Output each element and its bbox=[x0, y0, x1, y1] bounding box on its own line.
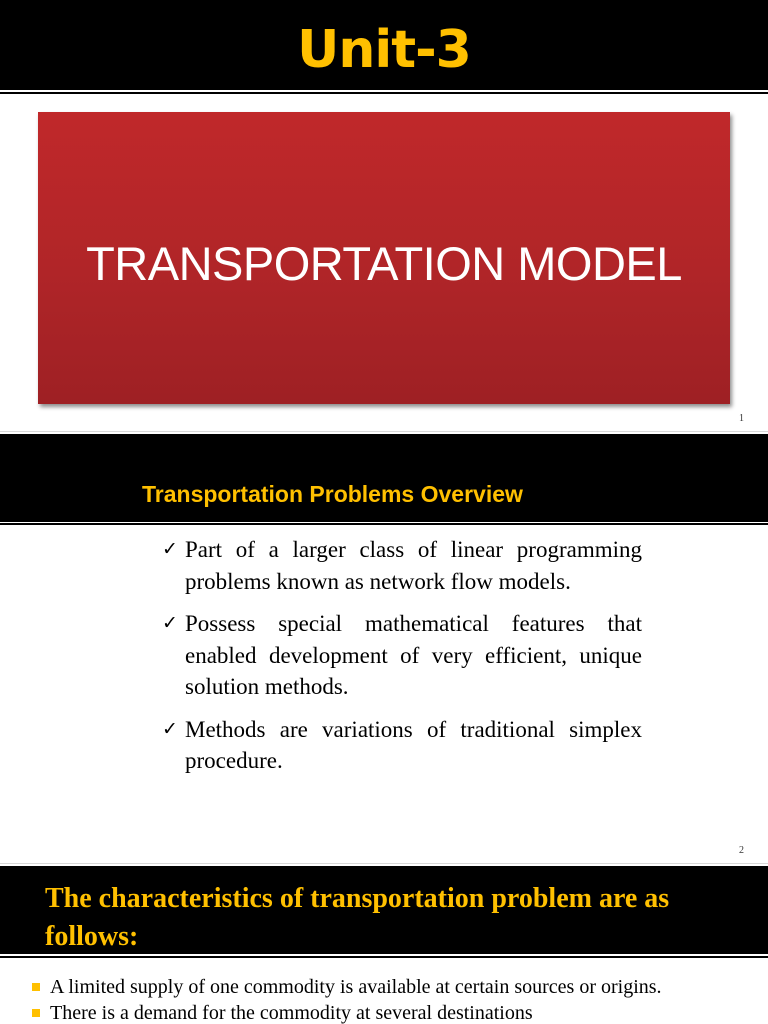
bullet-list bbox=[30, 974, 760, 1024]
list-item bbox=[30, 974, 760, 1000]
page-number: 1 bbox=[739, 413, 744, 424]
header-divider bbox=[0, 92, 768, 94]
slide-header-bar bbox=[0, 434, 768, 522]
slide-title: Transportation Problems Overview bbox=[142, 481, 523, 507]
slide-title: The characteristics of transportation problem are as follows: bbox=[45, 883, 670, 952]
slide-2 bbox=[0, 432, 768, 864]
header-divider bbox=[0, 956, 768, 958]
square-bullet-icon bbox=[32, 983, 40, 991]
checkmark-icon: ✓ bbox=[162, 612, 178, 634]
title-banner bbox=[38, 112, 730, 404]
checkmark-icon: ✓ bbox=[162, 538, 178, 560]
slide-title: Unit-3 bbox=[297, 20, 471, 80]
square-bullet-icon bbox=[32, 1009, 40, 1017]
list-item bbox=[162, 714, 642, 777]
list-item-text: Methods are variations of traditional simplex procedure. bbox=[185, 716, 642, 773]
list-item-text: A limited supply of one commodity is available at certain sources or origins. bbox=[50, 976, 662, 998]
list-item-text: Part of a larger class of linear programming problems known as network flow models. bbox=[185, 537, 642, 594]
checkmark-icon: ✓ bbox=[162, 717, 178, 740]
list-item bbox=[30, 1000, 760, 1024]
list-item-text: There is a demand for the commodity at several destinations bbox=[50, 1002, 533, 1024]
header-divider bbox=[0, 523, 768, 525]
list-item bbox=[162, 534, 642, 597]
bullet-list bbox=[162, 534, 642, 788]
slide-1 bbox=[0, 0, 768, 432]
page-number: 2 bbox=[739, 845, 744, 856]
slide-3 bbox=[0, 864, 768, 1024]
list-item bbox=[162, 608, 642, 703]
list-item-text: Possess special mathematical features that enabled development of very efficient, unique solution methods. bbox=[185, 611, 642, 699]
banner-text: TRANSPORTATION MODEL bbox=[86, 237, 682, 290]
